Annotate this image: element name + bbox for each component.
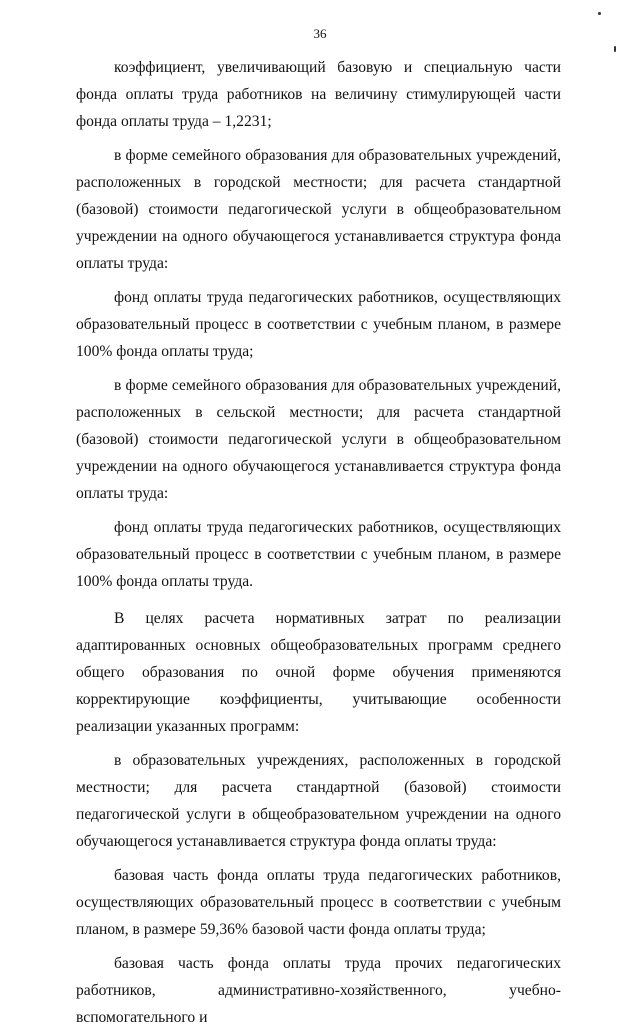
paragraph: в образовательных учреждениях, расположенных в городской местности; для расчета стандартной (базовой) стоимости педагогической услуги в общеобразовательном учреждении на одного обучающегося устанавливается структура фонда оплаты труда:: [76, 752, 561, 850]
paragraph: фонд оплаты труда педагогических работников, осуществляющих образовательный процесс в соответствии с учебным планом, в размере 100% фонда оплаты труда.: [76, 519, 561, 590]
paragraph: в форме семейного образования для образовательных учреждений, расположенных в сельской местности; для расчета стандартной (базовой) стоимости педагогической услуги в общеобразовательном учреждении на одного обучающегося устанавливается структура фонда оплаты труда:: [76, 377, 561, 502]
paragraph: В целях расчета нормативных затрат по реализации адаптированных основных общеобразовательных программ среднего общего образования по очной форме обучения применяются корректирующие коэффициенты, учитывающие особенности реализации указанных программ:: [76, 610, 561, 735]
scan-speck: [598, 12, 601, 15]
paragraph: базовая часть фонда оплаты труда педагогических работников, осуществляющих образовательный процесс в соответствии с учебным планом, в размере 59,36% базовой части фонда оплаты труда;: [76, 867, 561, 938]
scan-speck: [614, 46, 616, 52]
paragraph: базовая часть фонда оплаты труда прочих педагогических работников, административно-хозяйственного, учебно-вспомогательного и: [76, 955, 561, 1026]
page-number: 36: [313, 26, 327, 41]
document-body: [76, 54, 561, 1031]
paragraph: в форме семейного образования для образовательных учреждений, расположенных в городской местности; для расчета стандартной (базовой) стоимости педагогической услуги в общеобразовательном учреждении на одного обучающегося устанавливается структура фонда оплаты труда:: [76, 147, 561, 272]
paragraph: фонд оплаты труда педагогических работников, осуществляющих образовательный процесс в соответствии с учебным планом, в размере 100% фонда оплаты труда;: [76, 289, 561, 360]
paragraph: коэффициент, увеличивающий базовую и специальную части фонда оплаты труда работников на величину стимулирующей части фонда оплаты труда – 1,2231;: [76, 59, 561, 130]
